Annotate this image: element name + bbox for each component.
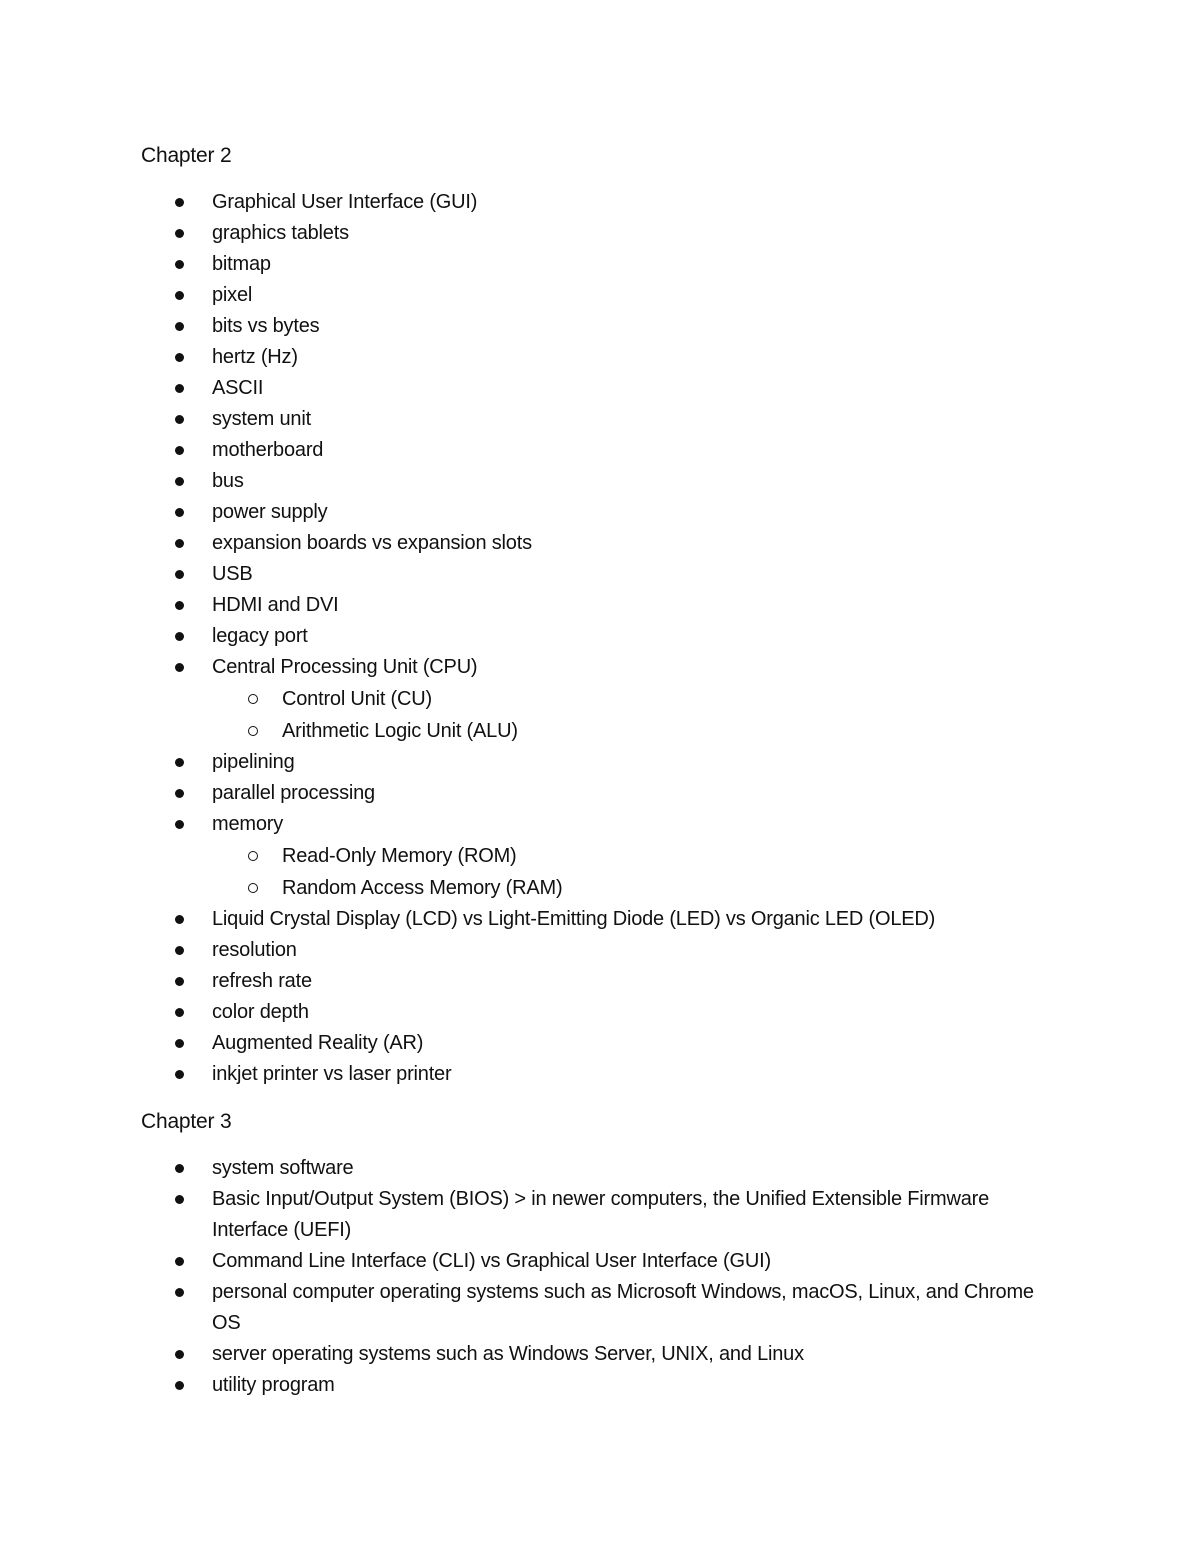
list-item-text: power supply [212, 501, 328, 523]
bullet-icon [175, 260, 184, 269]
list-item-text: bits vs bytes [212, 315, 320, 337]
list-item-text: Central Processing Unit (CPU) [212, 656, 478, 678]
bullet-icon [175, 820, 184, 829]
bullet-icon [175, 977, 184, 986]
list-item [141, 218, 1061, 249]
bullet-icon [175, 322, 184, 331]
list-item-text: personal computer operating systems such as Microsoft Windows, macOS, Linux, and Chrome OS [212, 1281, 1034, 1334]
list-item-text: system unit [212, 408, 311, 430]
list-item-text: Read-Only Memory (ROM) [282, 845, 517, 867]
list-item [141, 311, 1061, 342]
list-item [141, 497, 1061, 528]
list-item [141, 280, 1061, 311]
list-item-text: Augmented Reality (AR) [212, 1032, 424, 1054]
list-item-text: bus [212, 470, 244, 492]
list-item [141, 1059, 1061, 1090]
list-item-text: resolution [212, 939, 297, 961]
list-item [141, 559, 1061, 590]
bullet-icon [175, 758, 184, 767]
list-item [141, 621, 1061, 652]
list-item-text: graphics tablets [212, 222, 349, 244]
bullet-icon [175, 915, 184, 924]
bullet-icon [175, 1008, 184, 1017]
list-item-text: system software [212, 1157, 354, 1179]
list-item-text: Command Line Interface (CLI) vs Graphical User Interface (GUI) [212, 1250, 771, 1272]
bullet-icon [175, 570, 184, 579]
chapter-3-list [141, 1153, 1061, 1401]
list-item [141, 342, 1061, 373]
list-item [141, 249, 1061, 280]
bullet-icon [175, 1164, 184, 1173]
bullet-icon [175, 446, 184, 455]
list-item-text: HDMI and DVI [212, 594, 339, 616]
list-item [141, 1277, 1061, 1339]
list-item-text: hertz (Hz) [212, 346, 298, 368]
list-item [141, 1370, 1061, 1401]
list-item-text: refresh rate [212, 970, 312, 992]
list-item [141, 966, 1061, 997]
chapter-3-heading: Chapter 3 [141, 1110, 232, 1133]
list-item [141, 528, 1061, 559]
chapter-2-section [141, 140, 1061, 1090]
list-item-text: utility program [212, 1374, 335, 1396]
bullet-icon [175, 1039, 184, 1048]
chapter-3-section [141, 1106, 1061, 1401]
list-item-text: ASCII [212, 377, 264, 399]
bullet-icon [175, 539, 184, 548]
bullet-icon [175, 1070, 184, 1079]
list-item [141, 652, 1061, 683]
hollow-bullet-icon [248, 883, 258, 893]
list-item [141, 373, 1061, 404]
list-item [141, 187, 1061, 218]
bullet-icon [175, 946, 184, 955]
list-item-text: Control Unit (CU) [282, 688, 432, 710]
list-item-text: Graphical User Interface (GUI) [212, 191, 478, 213]
bullet-icon [175, 789, 184, 798]
bullet-icon [175, 415, 184, 424]
list-item [141, 935, 1061, 966]
bullet-icon [175, 291, 184, 300]
list-item-text: server operating systems such as Windows Server, UNIX, and Linux [212, 1343, 804, 1365]
bullet-icon [175, 508, 184, 517]
sub-list-item [141, 872, 1061, 904]
list-item-text: Basic Input/Output System (BIOS) > in newer computers, the Unified Extensible Firmware Interface (UEFI) [212, 1188, 990, 1241]
list-item-text: motherboard [212, 439, 324, 461]
list-item-text: Arithmetic Logic Unit (ALU) [282, 720, 518, 742]
bullet-icon [175, 1288, 184, 1297]
sub-list-item [141, 683, 1061, 715]
list-item-text: pipelining [212, 751, 295, 773]
list-item [141, 778, 1061, 809]
bullet-icon [175, 601, 184, 610]
chapter-2-heading: Chapter 2 [141, 144, 232, 167]
list-item-text: color depth [212, 1001, 309, 1023]
bullet-icon [175, 198, 184, 207]
list-item [141, 435, 1061, 466]
list-item-text: USB [212, 563, 253, 585]
list-item [141, 1184, 1061, 1246]
list-item-text: Liquid Crystal Display (LCD) vs Light-Emitting Diode (LED) vs Organic LED (OLED) [212, 908, 936, 930]
list-item-text: Random Access Memory (RAM) [282, 877, 563, 899]
bullet-icon [175, 1350, 184, 1359]
sub-list-item [141, 840, 1061, 872]
list-item [141, 747, 1061, 778]
hollow-bullet-icon [248, 851, 258, 861]
list-item-text: inkjet printer vs laser printer [212, 1063, 452, 1085]
hollow-bullet-icon [248, 726, 258, 736]
bullet-icon [175, 1257, 184, 1266]
list-item [141, 466, 1061, 497]
hollow-bullet-icon [248, 694, 258, 704]
list-item-text: pixel [212, 284, 253, 306]
list-item [141, 904, 1061, 935]
list-item-text: legacy port [212, 625, 308, 647]
list-item [141, 809, 1061, 840]
list-item [141, 1246, 1061, 1277]
list-item [141, 997, 1061, 1028]
bullet-icon [175, 229, 184, 238]
chapter-2-list [141, 187, 1061, 1090]
list-item [141, 1153, 1061, 1184]
list-item-text: memory [212, 813, 284, 835]
bullet-icon [175, 353, 184, 362]
bullet-icon [175, 384, 184, 393]
list-item [141, 404, 1061, 435]
bullet-icon [175, 1195, 184, 1204]
list-item [141, 1339, 1061, 1370]
list-item-text: expansion boards vs expansion slots [212, 532, 532, 554]
list-item-text: parallel processing [212, 782, 375, 804]
bullet-icon [175, 632, 184, 641]
sub-list-item [141, 715, 1061, 747]
list-item-text: bitmap [212, 253, 271, 275]
list-item [141, 1028, 1061, 1059]
list-item [141, 590, 1061, 621]
bullet-icon [175, 477, 184, 486]
bullet-icon [175, 663, 184, 672]
bullet-icon [175, 1381, 184, 1390]
